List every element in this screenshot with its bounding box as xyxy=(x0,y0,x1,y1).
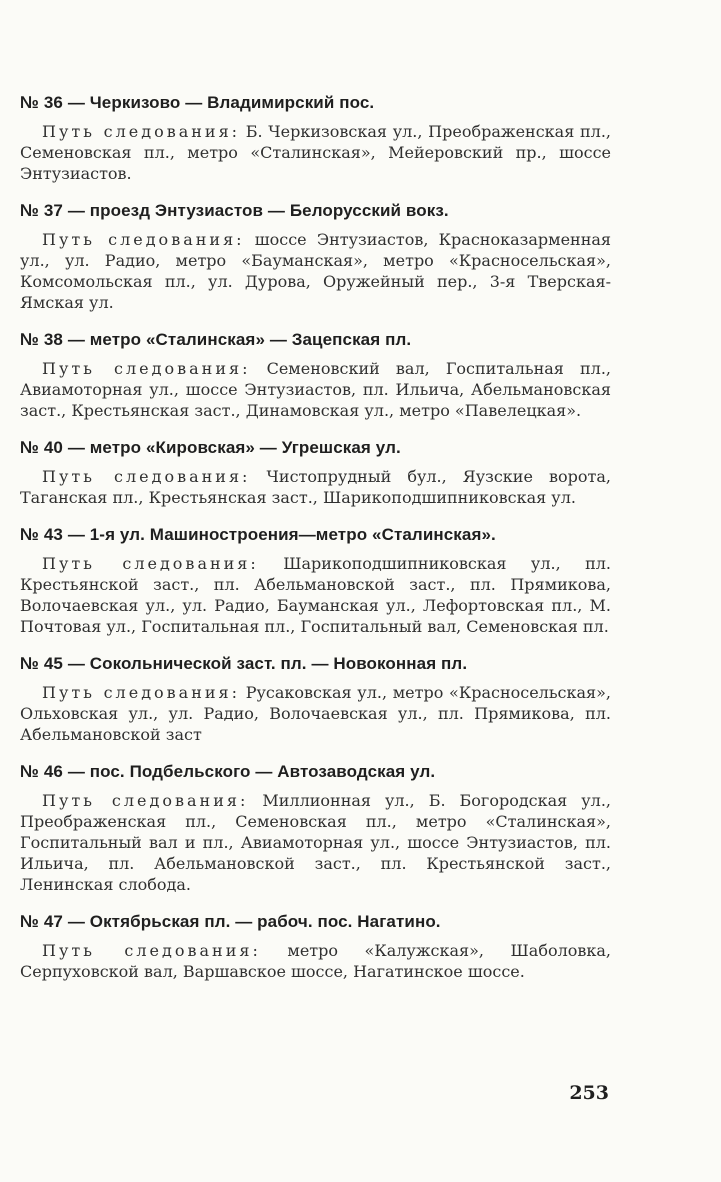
route-description xyxy=(20,358,611,421)
route-title: проезд Энтузиастов — Белорусский вокз. xyxy=(89,201,449,220)
route-path: Русаковская ул., метро «Красносельская», Ольховская ул., ул. Радио, Волочаевская ул., пл. Прямикова, пл. Абельмановской заст xyxy=(20,683,612,744)
route-description xyxy=(20,940,611,982)
route-separator: — xyxy=(67,762,90,781)
route-header xyxy=(20,200,611,222)
route-title: Сокольнической заст. пл. — Новоконная пл. xyxy=(89,654,468,673)
route-40 xyxy=(20,437,611,508)
route-path-label: Путь следования: xyxy=(42,554,259,573)
route-description xyxy=(20,229,611,313)
route-path-label: Путь следования: xyxy=(42,122,241,141)
route-path-label: Путь следования: xyxy=(42,359,251,378)
route-number: № 47 xyxy=(20,912,63,931)
route-37 xyxy=(20,200,611,313)
route-separator: — xyxy=(67,438,90,457)
route-46 xyxy=(20,761,611,895)
route-header xyxy=(20,761,611,783)
route-number: № 43 xyxy=(20,525,63,544)
route-title: метро «Сталинская» — Зацепская пл. xyxy=(89,330,412,349)
route-title: 1-я ул. Машиностроения—метро «Сталинская». xyxy=(89,525,496,544)
route-description xyxy=(20,466,611,508)
route-path-label: Путь следования: xyxy=(42,467,251,486)
route-number: № 38 xyxy=(20,330,63,349)
route-separator: — xyxy=(67,93,90,112)
route-number: № 37 xyxy=(20,201,63,220)
route-description xyxy=(20,790,611,895)
route-header xyxy=(20,92,611,114)
route-38 xyxy=(20,329,611,421)
route-36 xyxy=(20,92,611,184)
route-header xyxy=(20,653,611,675)
route-title: Октябрьская пл. — рабоч. пос. Нагатино. xyxy=(89,912,441,931)
route-separator: — xyxy=(67,201,90,220)
route-path: Чистопрудный бул., Яузские ворота, Таганская пл., Крестьянская заст., Шарикоподшипниковская ул. xyxy=(20,467,612,507)
route-path-label: Путь следования: xyxy=(42,941,261,960)
route-title: Черкизово — Владимирский пос. xyxy=(89,93,375,112)
route-path: метро «Калужская», Шаболовка, Серпуховской вал, Варшавское шоссе, Нагатинское шоссе. xyxy=(20,941,612,981)
route-separator: — xyxy=(67,912,90,931)
route-number: № 36 xyxy=(20,93,63,112)
route-path-label: Путь следования: xyxy=(42,791,249,810)
route-path: Миллионная ул., Б. Богородская ул., Преображенская пл., Семеновская пл., метро «Сталинская», Госпитальный вал и пл., Авиамоторная ул., шоссе Энтузиастов, пл. Ильича, пл. Абельмановской заст., пл. Крестьянской заст., Ленинская слобода. xyxy=(20,791,612,894)
route-description xyxy=(20,121,611,184)
route-path: Б. Черкизовская ул., Преображенская пл., Семеновская пл., метро «Сталинская», Мейеровский пр., шоссе Энтузиастов. xyxy=(20,122,611,183)
route-path: шоссе Энтузиастов, Красноказарменная ул., ул. Радио, метро «Бауманская», метро «Красносельская», Комсомольская пл., ул. Дурова, Оружейный пер., 3-я Тверская-Ямская ул. xyxy=(20,230,611,312)
route-number: № 40 xyxy=(20,438,63,457)
route-number: № 46 xyxy=(20,762,63,781)
route-header xyxy=(20,437,611,459)
route-description xyxy=(20,682,611,745)
route-number: № 45 xyxy=(20,654,63,673)
route-43 xyxy=(20,524,611,637)
route-header xyxy=(20,524,611,546)
route-45 xyxy=(20,653,611,745)
route-separator: — xyxy=(67,654,90,673)
route-header xyxy=(20,911,611,933)
route-path-label: Путь следования: xyxy=(42,683,241,702)
route-title: метро «Кировская» — Угрешская ул. xyxy=(89,438,401,457)
page-number: 253 xyxy=(569,1082,609,1104)
route-header xyxy=(20,329,611,351)
route-path: Шарикоподшипниковская ул., пл. Крестьянской заст., пл. Абельмановской заст., пл. Прямикова, Волочаевская ул., ул. Радио, Бауманская ул., Лефортовская пл., М. Почтовая ул., Госпитальная пл., Госпитальный вал, Семеновская пл. xyxy=(20,554,611,636)
route-path-label: Путь следования: xyxy=(42,230,245,249)
route-title: пос. Подбельского — Автозаводская ул. xyxy=(89,762,436,781)
route-path: Семеновский вал, Госпитальная пл., Авиамоторная ул., шоссе Энтузиастов, пл. Ильича, Абельмановская заст., Крестьянская заст., Динамовская ул., метро «Павелецкая». xyxy=(20,359,612,420)
route-separator: — xyxy=(67,330,90,349)
route-separator: — xyxy=(67,525,90,544)
route-47 xyxy=(20,911,611,982)
route-description xyxy=(20,553,611,637)
